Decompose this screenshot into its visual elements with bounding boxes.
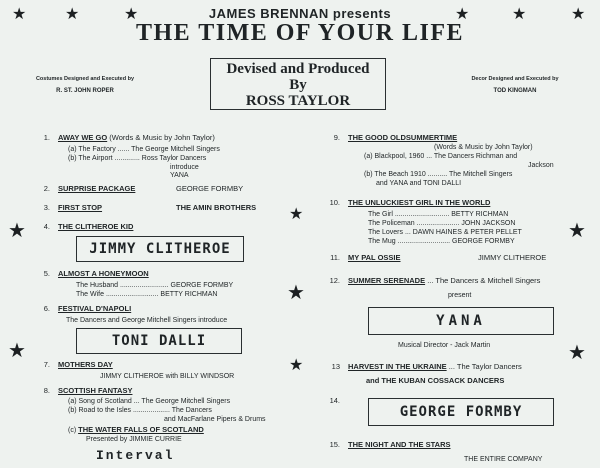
item-note: (Words & Music by John Taylor) <box>434 144 533 151</box>
item-number: 11. <box>330 253 340 262</box>
sub-line: (b) The Beach 1910 .......... The Mitchell Singers <box>364 171 513 178</box>
item-number: 9. <box>333 133 340 142</box>
item-title: THE CLITHEROE KID <box>58 222 134 231</box>
item-number: 8. <box>43 386 50 395</box>
item-title: SCOTTISH FANTASY <box>58 386 133 395</box>
sub-label: (c) <box>68 427 77 434</box>
presenter-line: JAMES BRENNAN presents <box>208 6 392 21</box>
costumes-label: Costumes Designed and Executed by <box>35 76 135 82</box>
item-note: (Words & Music by John Taylor) <box>109 133 215 142</box>
sub-line: and YANA and TONI DALLI <box>376 180 462 187</box>
star-icon: ★ <box>289 355 304 374</box>
star-icon: ★ <box>65 4 80 23</box>
featured-name-box: GEORGE FORMBY <box>368 398 554 426</box>
item-title: AWAY WE GO <box>58 133 108 142</box>
sub-line: and THE KUBAN COSSACK DANCERS <box>366 376 505 385</box>
item-tail: ... The Dancers & Mitchell Singers <box>427 276 541 285</box>
item-title: FESTIVAL D'NAPOLI <box>58 304 132 313</box>
star-icon: ★ <box>568 340 586 364</box>
credits-box <box>210 58 386 110</box>
item-title: HARVEST IN THE UKRAINE <box>348 362 447 371</box>
item-title: SURPRISE PACKAGE <box>58 184 136 193</box>
sub-line: Jackson <box>528 162 554 169</box>
star-icon: ★ <box>12 4 27 23</box>
item-title: MY PAL OSSIE <box>348 253 401 262</box>
star-icon: ★ <box>8 218 26 242</box>
sub-line: (b) Road to the Isles ................... The Dancers <box>68 407 212 414</box>
sub-line: Presented by JIMMIE CURRIE <box>86 436 182 443</box>
star-icon: ★ <box>455 4 470 23</box>
item-title: ALMOST A HONEYMOON <box>58 269 149 278</box>
item-number: 14. <box>329 396 340 405</box>
item-number: 2. <box>43 184 50 193</box>
item-number: 1. <box>43 133 50 142</box>
sub-line: The Dancers and George Mitchell Singers introduce <box>66 317 228 324</box>
item-number: 15. <box>329 440 340 449</box>
item-performer: GEORGE FORMBY <box>176 184 244 193</box>
sub-line: (a) Song of Scotland ... The George Mitchell Singers <box>68 398 231 405</box>
item-number: 5. <box>43 269 50 278</box>
program-item-1 <box>58 133 215 142</box>
item-title: FIRST STOP <box>58 203 103 212</box>
sub-line: (a) The Factory ...... The George Mitchell Singers <box>68 146 220 153</box>
star-icon: ★ <box>8 338 26 362</box>
sub-line: Musical Director - Jack Martin <box>398 342 491 349</box>
item-performer: JIMMY CLITHEROE <box>478 253 547 262</box>
sub-line: introduce <box>170 164 199 171</box>
sub-line: The Policeman ...................... JOHN JACKSON <box>368 220 516 227</box>
credits-line-1: Devised and Produced <box>226 61 370 77</box>
program-item-13 <box>348 362 522 371</box>
star-icon: ★ <box>512 4 527 23</box>
item-number: 10. <box>329 198 340 207</box>
item-title: SUMMER SERENADE <box>348 276 426 285</box>
costumes-name: R. ST. JOHN ROPER <box>56 88 114 94</box>
sub-line: and MacFarlane Pipers & Drums <box>164 416 266 423</box>
item-number: 12. <box>329 276 340 285</box>
item-title: THE NIGHT AND THE STARS <box>348 440 451 449</box>
sub-line: The Wife ........................... BETTY RICHMAN <box>76 291 218 298</box>
program-item-12 <box>348 276 540 285</box>
sub-line: JIMMY CLITHEROE with BILLY WINDSOR <box>100 373 235 380</box>
sub-line: YANA <box>170 172 189 179</box>
item-number: 6. <box>43 304 50 313</box>
star-icon: ★ <box>287 280 305 304</box>
sub-line: (b) The Airport ............. Ross Taylor Dancers <box>68 155 207 162</box>
sub-line: The Girl ............................ BETTY RICHMAN <box>368 211 509 218</box>
star-icon: ★ <box>568 218 586 242</box>
featured-name-box: TONI DALLI <box>76 328 242 354</box>
interval-label: Interval <box>96 448 175 463</box>
sub-line: The Mug ........................... GEORGE FORMBY <box>368 238 515 245</box>
item-title: THE GOOD OLDSUMMERTIME <box>348 133 458 142</box>
item-number: 3. <box>43 203 50 212</box>
sub-line <box>68 425 204 434</box>
sub-line: The Lovers ... DAWN HAINES & PETER PELLET <box>368 229 522 236</box>
sub-line: (a) Blackpool, 1960 ... The Dancers Richman and <box>364 153 518 160</box>
item-number: 4. <box>43 222 50 231</box>
sub-line: present <box>448 292 472 299</box>
show-title: THE TIME OF YOUR LIFE <box>136 20 464 46</box>
item-title: THE UNLUCKIEST GIRL IN THE WORLD <box>348 198 491 207</box>
item-performer: THE AMIN BROTHERS <box>176 203 257 212</box>
item-number: 13 <box>331 362 340 371</box>
item-number: 7. <box>43 360 50 369</box>
credits-line-2: By <box>289 77 307 93</box>
star-icon: ★ <box>571 4 586 23</box>
star-icon: ★ <box>124 4 139 23</box>
item-tail: ... The Taylor Dancers <box>448 362 522 371</box>
credits-line-3: ROSS TAYLOR <box>245 93 351 109</box>
item-title: MOTHERS DAY <box>58 360 113 369</box>
featured-name-box: JIMMY CLITHEROE <box>76 236 244 262</box>
star-icon: ★ <box>289 204 304 223</box>
featured-name-box: YANA <box>368 307 554 335</box>
decor-label: Decor Designed and Executed by <box>471 76 559 82</box>
sub-line: The Husband ......................... GEORGE FORMBY <box>76 282 234 289</box>
item-title: THE WATER FALLS OF SCOTLAND <box>78 425 204 434</box>
decor-name: TOD KINGMAN <box>493 88 537 94</box>
item-performer: THE ENTIRE COMPANY <box>464 456 543 463</box>
